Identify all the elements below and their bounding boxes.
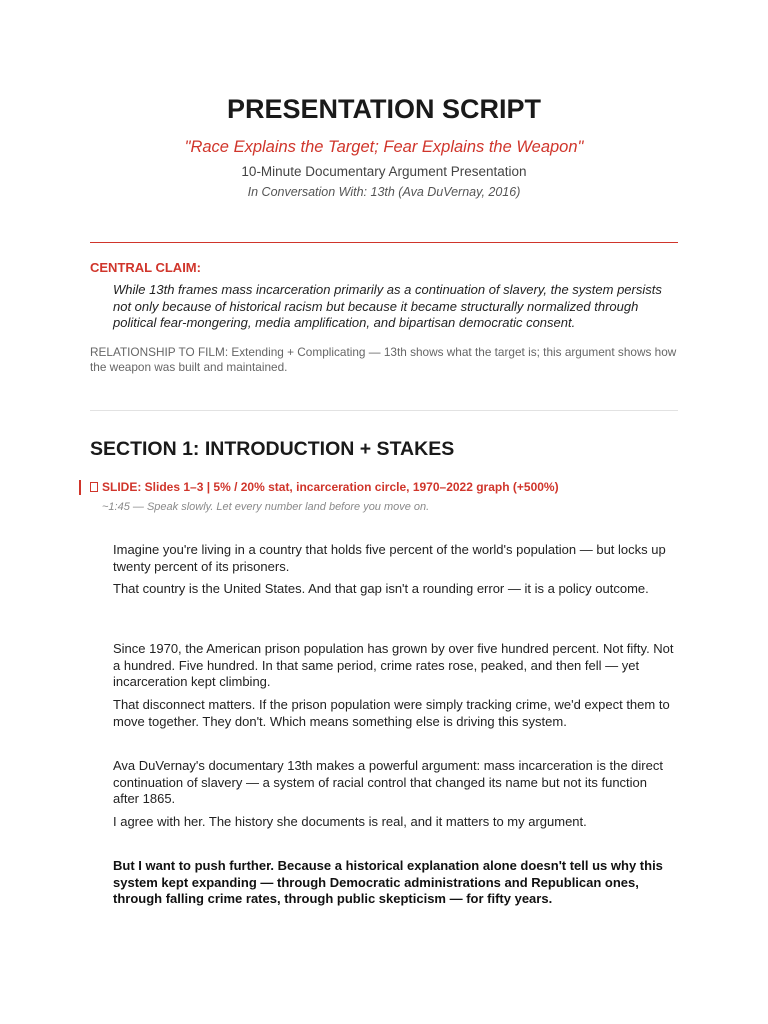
script-paragraph: Imagine you're living in a country that holds five percent of the world's population — but locks up twenty percent of its prisoners. [113,542,666,574]
slide-cue [90,480,559,495]
slide-marker-bar [79,480,81,495]
script-paragraph: I agree with her. The history she documents is real, and it matters to my argument. [113,814,587,829]
page-title: PRESENTATION SCRIPT [226,94,542,124]
script-paragraph: That country is the United States. And that gap isn't a rounding error — it is a policy outcome. [113,581,649,596]
central-claim-label: CENTRAL CLAIM: [90,260,201,275]
presentation-subtitle: "Race Explains the Target; Fear Explains the Weapon" [184,138,584,156]
script-paragraph: Since 1970, the American prison population has grown by over five hundred percent. Not fifty. Not a hundred. Five hundred. In that same period, crime rates rose, peaked, and then fell — yet incarceration kept climbing. [113,641,674,689]
presentation-format: 10-Minute Documentary Argument Presentation [241,164,527,179]
script-paragraph-emphasis: But I want to push further. Because a historical explanation alone doesn't tell us why this system kept expanding — through Democratic administrations and Republican ones, through falling crime rates, through public skepticism — for fifty years. [113,858,663,906]
script-paragraph: That disconnect matters. If the prison population were simply tracking crime, we'd expect them to move together. They don't. Which means something else is driving this system. [113,697,670,729]
header-divider [90,242,678,243]
relationship-to-film: RELATIONSHIP TO FILM: Extending + Complicating — 13th shows what the target is; this argument shows how the weapon was built and maintained. [90,345,677,374]
slide-cue-text: SLIDE: Slides 1–3 | 5% / 20% stat, incarceration circle, 1970–2022 graph (+500%) [102,480,559,494]
section-divider [90,410,678,411]
script-paragraph: Ava DuVernay's documentary 13th makes a powerful argument: mass incarceration is the direct continuation of slavery — a system of racial control that changed its name but not its function after 1865. [113,758,663,806]
central-claim-text: While 13th frames mass incarceration primarily as a continuation of slavery, the system persists not only because of historical racism but because it became structurally normalized through political fear-mongering, media amplification, and bipartisan democratic consent. [113,282,662,330]
conversation-reference: In Conversation With: 13th (Ava DuVernay, 2016) [247,185,521,199]
timing-note: ~1:45 — Speak slowly. Let every number land before you move on. [102,501,430,513]
section-heading: SECTION 1: INTRODUCTION + STAKES [90,438,455,460]
slide-icon [90,482,98,492]
